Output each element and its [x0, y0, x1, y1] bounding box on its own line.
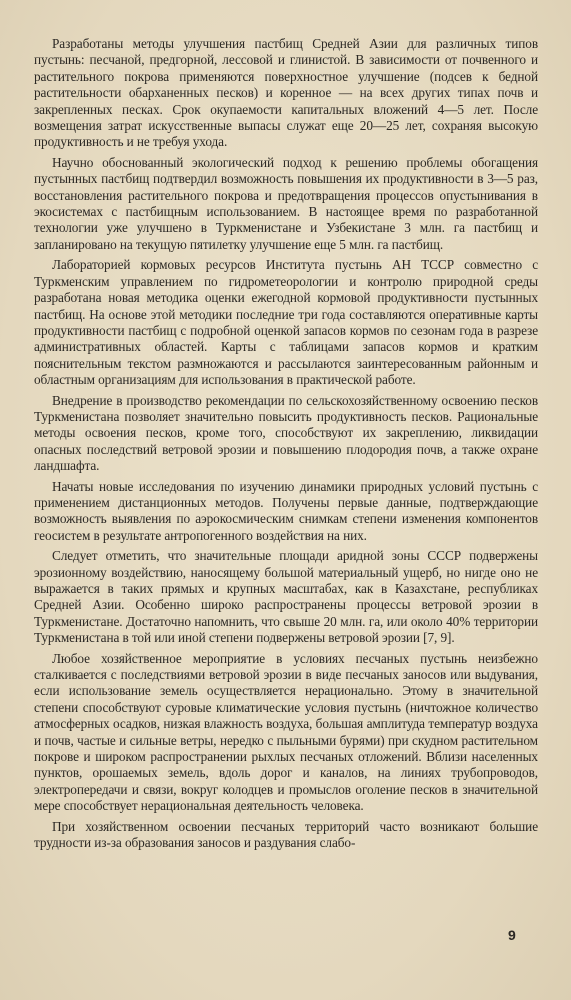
paragraph-economic-activity: Любое хозяйственное мероприятие в условиях песчаных пустынь неизбежно сталкивается с последствиями ветровой эрозии в виде песчаных заносов или выдувания, если использование земель осуществляется нерационально. Этому в значительной степени способствуют суровые климатические условия пустынь (ничтожное количество атмосферных осадков, низкая влажность воздуха, большая амплитуда температур воздуха и почв, частые и сильные ветры, нередко с пыльными бурями) при скудном растительном покрове и широком распространении рыхлых песчаных отложений. Вблизи населенных пунктов, орошаемых земель, вдоль дорог и каналов, на линиях трубопроводов, электропередачи и связи, вокруг колодцев и промыслов оголение песков в значительной мере способствует нерациональная деятельность человека. [34, 650, 538, 814]
body-text [34, 36, 538, 856]
paragraph-remote-sensing: Начаты новые исследования по изучению динамики природных условий пустынь с применением дистанционных методов. Получены первые данные, подтверждающие возможность выявления по аэрокосмическим снимкам степени изменения компонентов геосистем в результате антропогенного воздействия на них. [34, 478, 538, 543]
paragraph-sand-development: Внедрение в производство рекомендации по сельскохозяйственному освоению песков Туркменистана позволяет значительно повысить продуктивность песков. Рациональные методы освоения песков, кроме того, способствуют их закреплению, ликвидации опасных последствий ветровой эрозии и повышению плодородия почв, а также охране ландшафта. [34, 392, 538, 474]
paragraph-ecological-approach: Научно обоснованный экологический подход к решению проблемы обогащения пустынных пастбищ подтвердил возможность повышения их продуктивности в 3—5 раз, восстановления растительного покрова и предотвращения процессов опустынивания в экосистемах с пастбищным использованием. В настоящее время по разработанной технологии уже улучшено в Туркменистане и Узбекистане 3 млн. га пастбищ и запланировано на текущую пятилетку улучшение еще 5 млн. га пастбищ. [34, 154, 538, 252]
paragraph-pasture-methods: Разработаны методы улучшения пастбищ Средней Азии для различных типов пустынь: песчаной, предгорной, лессовой и глинистой. В зависимости от почвенного и растительного покрова применяются поверхностное улучшение (подсев к бедной растительности обарханенных песков) и коренное — на всех других типах почв и закрепленных песках. Срок окупаемости капитальных вложений 4—5 лет. После возмещения затрат искусственные выпасы служат еще 20—25 лет, сохраняя высокую продуктивность и не требуя ухода. [34, 36, 538, 150]
paragraph-sand-drift: При хозяйственном освоении песчаных территорий часто возникают большие трудности из-за образования заносов и раздувания слабо- [34, 818, 538, 851]
paragraph-wind-erosion: Следует отметить, что значительные площади аридной зоны СССР подвержены эрозионному воздействию, наносящему большой материальный ущерб, но нигде оно не выражается в таких прямых и крупных масштабах, как в Казахстане, республиках Средней Азии. Особенно широко распространены процессы ветровой эрозии в Туркменистане. Достаточно напомнить, что свыше 20 млн. га, или около 40% территории Туркменистана в той или иной степени подвержены ветровой эрозии [7, 9]. [34, 548, 538, 646]
page-number: 9 [508, 927, 516, 943]
paragraph-forage-laboratory: Лабораторией кормовых ресурсов Института пустынь АН ТССР совместно с Туркменским управлением по гидрометеорологии и контролю природной среды разработана новая методика оценки ежегодной кормовой продуктивности пустынных пастбищ. На основе этой методики последние три года составляются оперативные карты продуктивности пастбищ с подробной оценкой запасов кормов по сезонам года в разрезе административных областей. Карты с таблицами запасов кормов и кратким пояснительным текстом размножаются и рассылаются заинтересованным районным и областным организациям для использования в практической работе. [34, 257, 538, 388]
